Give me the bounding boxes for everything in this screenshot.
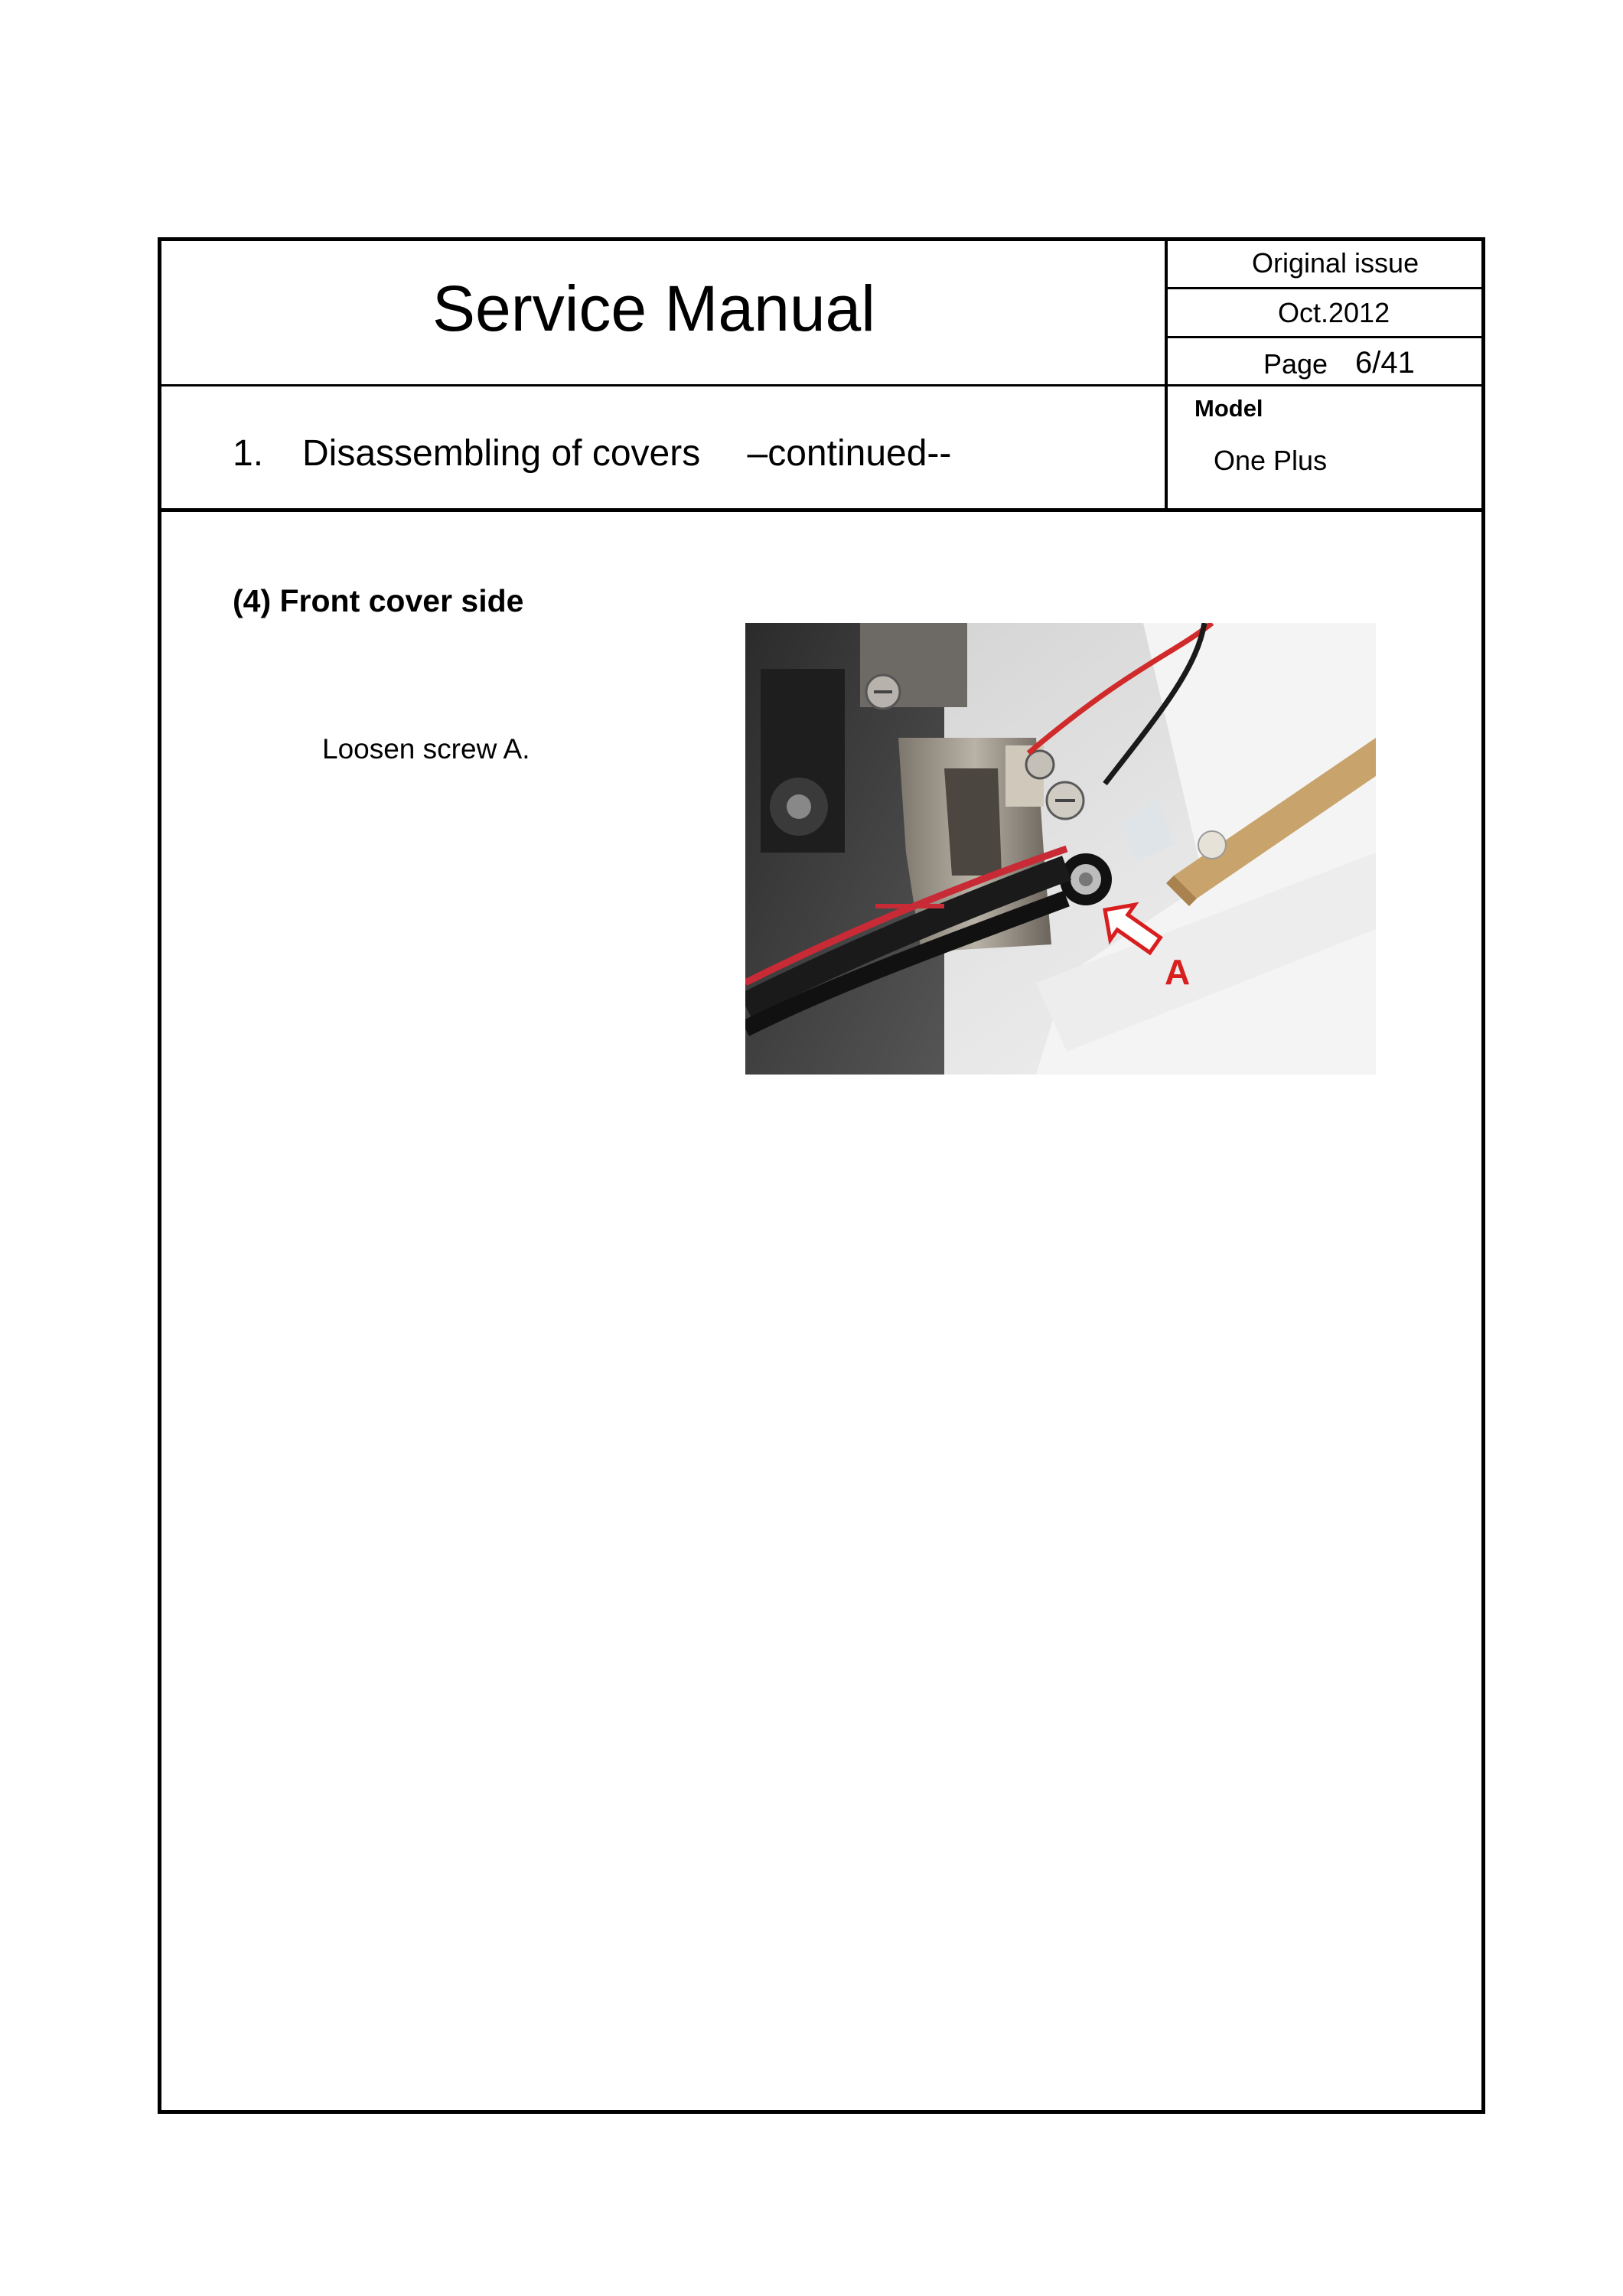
page-title: Service Manual bbox=[432, 272, 875, 344]
issue-label: Original issue bbox=[1252, 247, 1419, 279]
model-value: One Plus bbox=[1214, 445, 1328, 476]
model-label: Model bbox=[1194, 395, 1263, 422]
issue-row-divider bbox=[1165, 287, 1485, 289]
instruction-text: Loosen screw A. bbox=[322, 733, 530, 765]
subsection-heading: (4) Front cover side bbox=[233, 583, 524, 618]
title-row-divider bbox=[158, 384, 1485, 386]
page-label: Page bbox=[1263, 348, 1328, 380]
photo-callout-label: A bbox=[1165, 952, 1191, 992]
header-divider-vertical bbox=[1165, 237, 1168, 510]
section-title: Disassembling of covers –continued-- bbox=[302, 433, 952, 474]
section-number: 1. bbox=[233, 433, 264, 474]
page-number: 6/41 bbox=[1355, 346, 1415, 380]
issue-date: Oct.2012 bbox=[1278, 297, 1390, 328]
date-row-divider bbox=[1165, 336, 1485, 338]
front-cover-photo bbox=[745, 623, 1376, 1075]
header-divider-bottom bbox=[158, 508, 1485, 512]
page-frame bbox=[158, 237, 1485, 2114]
